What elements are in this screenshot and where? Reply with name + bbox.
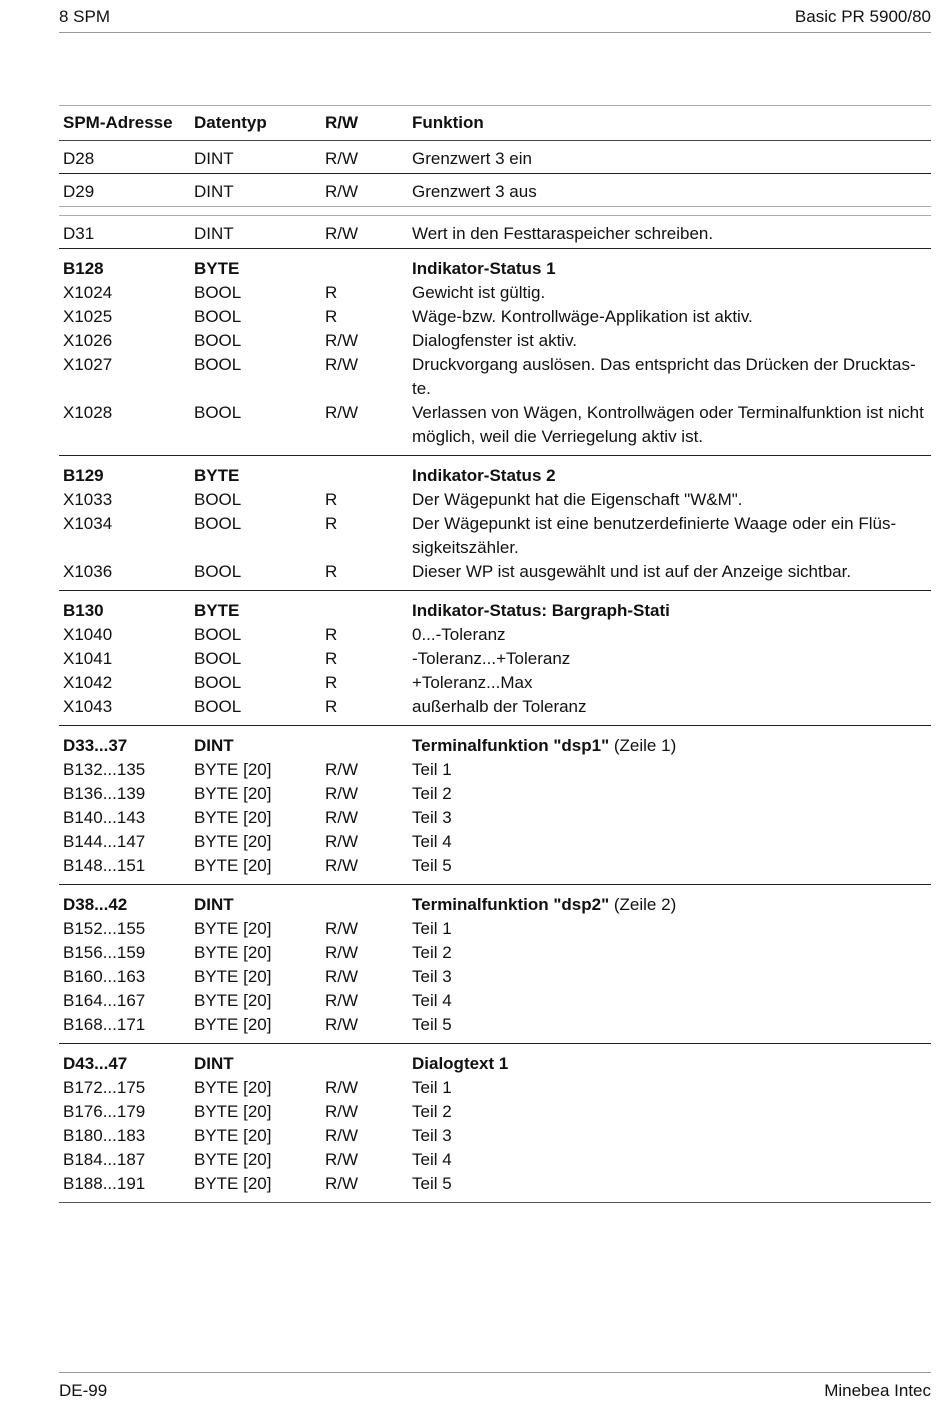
rw-cell: R/W [325, 760, 359, 779]
rw-cell: R/W [325, 355, 359, 374]
function-cell: Teil 2 [412, 943, 452, 962]
datatype-cell: BYTE [20] [194, 1150, 272, 1169]
rw-cell: R/W [325, 1126, 359, 1145]
datatype-cell: BOOL [194, 331, 242, 350]
address-cell: D31 [59, 216, 190, 249]
group-header-row [59, 1044, 931, 1077]
function-cell: außerhalb der Toleranz [408, 695, 931, 726]
function-cell: Indikator-Status 1 [408, 249, 931, 282]
datatype-cell: BOOL [194, 625, 242, 644]
datatype-cell: BOOL [190, 401, 321, 456]
table-header-row [59, 106, 931, 141]
datatype-cell: BOOL [194, 490, 242, 509]
function-suffix: (Zeile 1) [609, 736, 677, 755]
function-cell: Teil 1 [412, 919, 452, 938]
table-row [59, 281, 931, 305]
document-title: Basic PR 5900/80 [794, 7, 931, 26]
address-cell: B184...187 [63, 1150, 146, 1169]
function-cell: Teil 3 [412, 1126, 452, 1145]
datatype-cell: BOOL [194, 355, 242, 374]
function-cell [408, 726, 931, 759]
rw-cell [321, 591, 408, 624]
function-cell: Dialogfenster ist aktiv. [412, 331, 578, 350]
group-header-row [59, 726, 931, 759]
column-header: R/W [321, 106, 408, 141]
table-row [59, 1172, 931, 1203]
function-cell [408, 885, 931, 918]
group-header-row [59, 456, 931, 489]
function-cell: Dialogtext 1 [408, 1044, 931, 1077]
function-cell: -Toleranz...+Toleranz [412, 649, 571, 668]
datatype-cell: BOOL [190, 560, 321, 591]
rw-cell: R/W [321, 174, 408, 207]
datatype-cell: BYTE [20] [194, 919, 272, 938]
datatype-cell: BYTE [20] [190, 854, 321, 885]
address-cell: B130 [59, 591, 190, 624]
column-header: Datentyp [190, 106, 321, 141]
rw-cell [321, 249, 408, 282]
rw-cell: R [321, 560, 408, 591]
address-cell: X1042 [63, 673, 113, 692]
function-cell: Grenzwert 3 ein [408, 141, 931, 174]
address-cell: B128 [59, 249, 190, 282]
table-row [59, 758, 931, 782]
table-row [59, 560, 931, 591]
rw-cell: R/W [325, 1150, 359, 1169]
column-header: SPM-Adresse [59, 106, 190, 141]
function-title: Terminalfunktion "dsp2" [412, 895, 610, 914]
rw-cell: R/W [321, 141, 408, 174]
address-cell: X1040 [63, 625, 113, 644]
table-row [59, 305, 931, 329]
rw-cell: R/W [325, 943, 359, 962]
address-cell: B152...155 [63, 919, 146, 938]
address-cell: X1034 [63, 514, 113, 533]
table-row [59, 216, 931, 249]
table-row [59, 989, 931, 1013]
datatype-cell: BYTE [20] [194, 991, 272, 1010]
address-cell: B172...175 [63, 1078, 146, 1097]
datatype-cell: BOOL [194, 307, 242, 326]
table-row [59, 1124, 931, 1148]
address-cell: X1033 [63, 490, 113, 509]
address-cell: B168...171 [59, 1013, 190, 1044]
table-row [59, 512, 931, 560]
group-header-row [59, 249, 931, 282]
address-cell: X1043 [59, 695, 190, 726]
address-cell: B148...151 [59, 854, 190, 885]
table-row [59, 174, 931, 207]
table-row [59, 401, 931, 456]
address-cell: B188...191 [59, 1172, 190, 1203]
table-row [59, 671, 931, 695]
table-row [59, 141, 931, 174]
function-cell: Teil 1 [412, 1078, 452, 1097]
address-cell: X1025 [63, 307, 113, 326]
datatype-cell: BYTE [20] [194, 760, 272, 779]
rw-cell: R/W [321, 854, 408, 885]
address-cell: B180...183 [63, 1126, 146, 1145]
datatype-cell: BYTE [20] [194, 967, 272, 986]
datatype-cell: DINT [190, 726, 321, 759]
rw-cell: R/W [321, 1013, 408, 1044]
address-cell: X1026 [63, 331, 113, 350]
address-cell: D38...42 [63, 895, 128, 914]
function-cell: Verlassen von Wägen, Kontrollwägen oder Terminalfunktion ist nicht möglich, weil die Verriegelung aktiv ist. [408, 401, 931, 456]
rw-cell [321, 1044, 408, 1077]
datatype-cell: BYTE [20] [194, 808, 272, 827]
rw-cell: R/W [325, 832, 359, 851]
rw-cell: R/W [325, 991, 359, 1010]
page-footer [59, 1372, 931, 1399]
address-cell: B144...147 [63, 832, 146, 851]
datatype-cell: BYTE [190, 591, 321, 624]
function-cell: Der Wägepunkt hat die Eigenschaft "W&M". [412, 490, 743, 509]
rw-cell: R [321, 695, 408, 726]
rw-cell: R [325, 649, 338, 668]
rw-cell: R [325, 283, 338, 302]
function-cell: Wäge-bzw. Kontrollwäge-Applikation ist aktiv. [412, 307, 753, 326]
function-cell: Dieser WP ist ausgewählt und ist auf der Anzeige sichtbar. [408, 560, 931, 591]
page-header [59, 5, 931, 33]
spm-address-table [59, 105, 931, 1203]
function-cell: Teil 2 [412, 1102, 452, 1121]
rw-cell: R [325, 490, 338, 509]
table-row [59, 329, 931, 353]
rw-cell: R [325, 673, 338, 692]
table-row [59, 917, 931, 941]
table-row [59, 782, 931, 806]
datatype-cell: DINT [190, 216, 321, 249]
rw-cell: R [325, 307, 338, 326]
function-cell: Indikator-Status: Bargraph-Stati [408, 591, 931, 624]
function-cell: Grenzwert 3 aus [408, 174, 931, 207]
function-cell: +Toleranz...Max [412, 673, 533, 692]
function-cell: Teil 4 [412, 991, 452, 1010]
address-cell: B176...179 [63, 1102, 146, 1121]
chapter-label: 8 SPM [59, 7, 111, 26]
function-title: Terminalfunktion "dsp1" [412, 736, 610, 755]
datatype-cell: BYTE [190, 249, 321, 282]
address-cell: X1041 [63, 649, 113, 668]
rw-cell: R/W [325, 1078, 359, 1097]
function-cell: Teil 3 [412, 808, 452, 827]
address-cell: B129 [59, 456, 190, 489]
address-cell: D43...47 [59, 1044, 190, 1077]
rw-cell: R/W [321, 1172, 408, 1203]
datatype-cell: BYTE [20] [190, 1172, 321, 1203]
address-cell: B160...163 [63, 967, 146, 986]
rw-cell: R/W [325, 967, 359, 986]
table-row [59, 695, 931, 726]
address-cell: X1036 [59, 560, 190, 591]
address-cell: D28 [59, 141, 190, 174]
address-cell: X1028 [59, 401, 190, 456]
function-cell: Druckvorgang auslösen. Das entspricht das Drücken der Drucktas-te. [412, 355, 916, 398]
function-suffix: (Zeile 2) [609, 895, 677, 914]
rw-cell: R/W [321, 401, 408, 456]
rw-cell: R/W [325, 1102, 359, 1121]
datatype-cell: BYTE [190, 456, 321, 489]
function-cell: Teil 5 [408, 854, 931, 885]
table-row [59, 806, 931, 830]
group-header-row [59, 591, 931, 624]
function-cell: Der Wägepunkt ist eine benutzerdefinierte Waage oder ein Flüs-sigkeitszähler. [412, 514, 897, 557]
table-row [59, 1076, 931, 1100]
function-cell: Indikator-Status 2 [408, 456, 931, 489]
rw-cell: R/W [325, 919, 359, 938]
datatype-cell: BYTE [20] [194, 1078, 272, 1097]
address-cell: B136...139 [63, 784, 146, 803]
function-cell: Teil 4 [412, 832, 452, 851]
datatype-cell: DINT [190, 141, 321, 174]
function-cell: Wert in den Festtaraspeicher schreiben. [408, 216, 931, 249]
column-header: Funktion [408, 106, 931, 141]
datatype-cell: BOOL [194, 514, 242, 533]
rw-cell: R [325, 514, 338, 533]
table-row [59, 1100, 931, 1124]
address-cell: X1027 [63, 355, 113, 374]
function-cell: Teil 5 [408, 1172, 931, 1203]
address-cell: B140...143 [63, 808, 146, 827]
address-cell: B164...167 [63, 991, 146, 1010]
datatype-cell: BYTE [20] [194, 784, 272, 803]
rw-cell: R/W [325, 784, 359, 803]
table-row [59, 647, 931, 671]
datatype-cell: DINT [194, 895, 234, 914]
address-cell: D29 [59, 174, 190, 207]
function-cell: Gewicht ist gültig. [412, 283, 546, 302]
address-cell: X1024 [63, 283, 113, 302]
company-name: Minebea Intec [824, 1381, 931, 1400]
function-cell: Teil 3 [412, 967, 452, 986]
table-row [59, 941, 931, 965]
table-row [59, 1148, 931, 1172]
function-cell: Teil 1 [412, 760, 452, 779]
function-cell: Teil 5 [408, 1013, 931, 1044]
rw-cell: R/W [321, 216, 408, 249]
table-row [59, 965, 931, 989]
table-row [59, 488, 931, 512]
address-cell: B132...135 [63, 760, 146, 779]
datatype-cell: BYTE [20] [194, 1126, 272, 1145]
function-cell: Teil 2 [412, 784, 452, 803]
datatype-cell: DINT [190, 174, 321, 207]
datatype-cell: BYTE [20] [194, 832, 272, 851]
rw-cell: R/W [325, 331, 359, 350]
datatype-cell: BYTE [20] [194, 943, 272, 962]
function-cell: 0...-Toleranz [412, 625, 506, 644]
table-row [59, 854, 931, 885]
rw-cell: R [325, 625, 338, 644]
datatype-cell: BYTE [20] [194, 1102, 272, 1121]
datatype-cell: BOOL [194, 283, 242, 302]
table-row [59, 830, 931, 854]
group-header-row [59, 885, 931, 918]
table-row [59, 353, 931, 401]
table-row [59, 623, 931, 647]
rw-cell [321, 456, 408, 489]
datatype-cell: BOOL [194, 673, 242, 692]
datatype-cell: BOOL [190, 695, 321, 726]
address-cell: D33...37 [59, 726, 190, 759]
datatype-cell: BOOL [194, 649, 242, 668]
table-row [59, 1013, 931, 1044]
datatype-cell: BYTE [20] [190, 1013, 321, 1044]
datatype-cell: DINT [190, 1044, 321, 1077]
rw-cell [321, 726, 408, 759]
address-cell: B156...159 [63, 943, 146, 962]
rw-cell [321, 885, 408, 918]
function-cell: Teil 4 [412, 1150, 452, 1169]
page-number: DE-99 [59, 1381, 108, 1400]
rw-cell: R/W [325, 808, 359, 827]
